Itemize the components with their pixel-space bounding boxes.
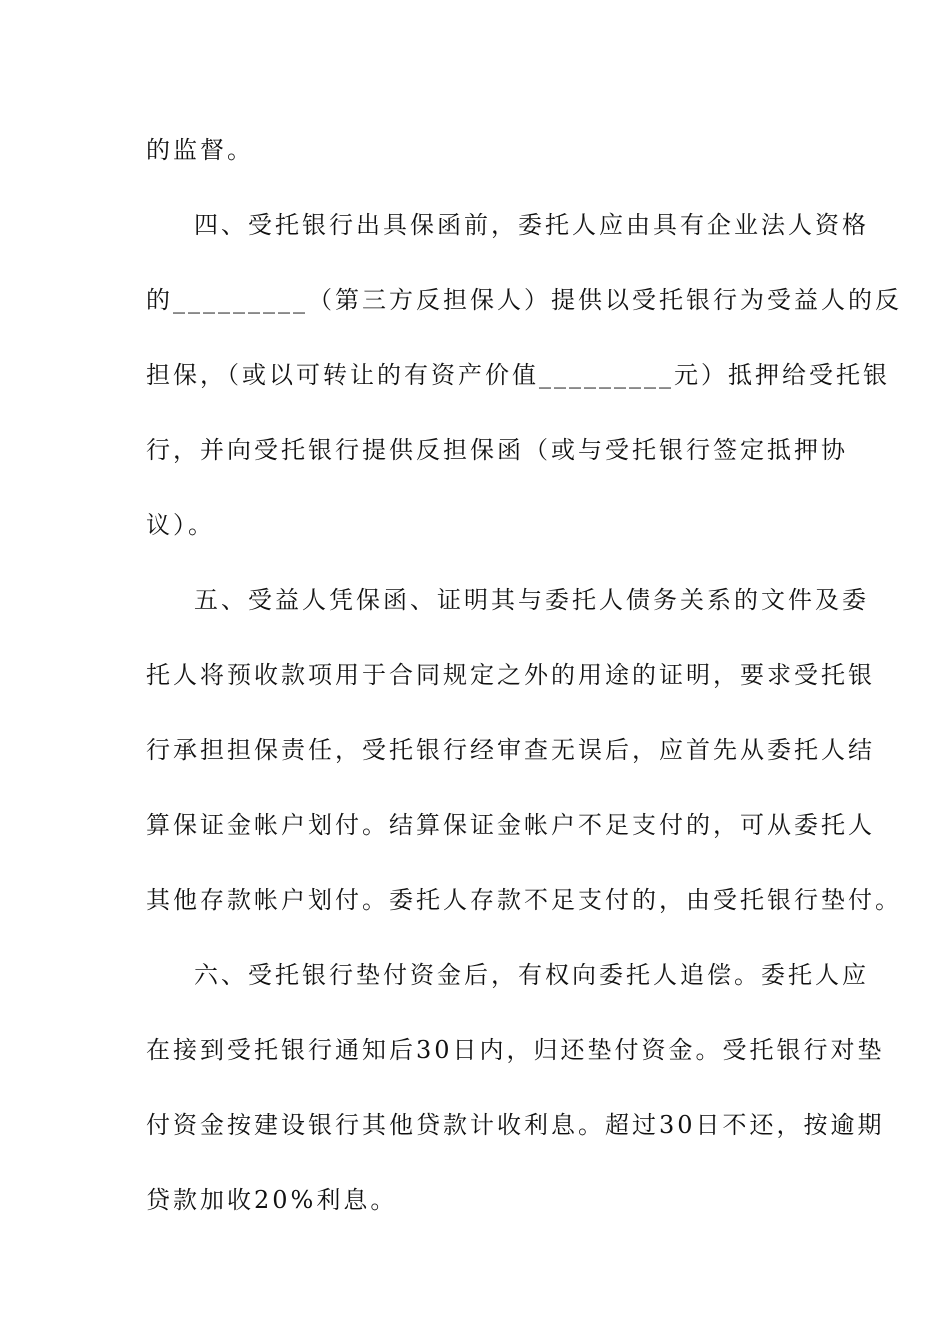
text-line: 付资金按建设银行其他贷款计收利息。超过30日不还，按逾期 bbox=[146, 1111, 885, 1139]
text-line: 担保，（或以可转让的有资产价值_________元）抵押给受托银 bbox=[146, 361, 890, 389]
text-line: 其他存款帐户划付。委托人存款不足支付的，由受托银行垫付。 bbox=[146, 886, 902, 914]
text-line: 在接到受托银行通知后30日内，归还垫付资金。受托银行对垫 bbox=[146, 1036, 885, 1064]
text-line: 的监督。 bbox=[146, 136, 254, 164]
text-line: 行承担担保责任，受托银行经审查无误后，应首先从委托人结 bbox=[146, 736, 875, 764]
text-line: 行，并向受托银行提供反担保函（或与受托银行签定抵押协 bbox=[146, 436, 848, 464]
text-line: 托人将预收款项用于合同规定之外的用途的证明，要求受托银 bbox=[146, 661, 875, 689]
text-line: 算保证金帐户划付。结算保证金帐户不足支付的，可从委托人 bbox=[146, 811, 875, 839]
paragraph-6-line: 六、受托银行垫付资金后，有权向委托人追偿。委托人应 bbox=[194, 961, 869, 989]
text-line: 的_________（第三方反担保人）提供以受托银行为受益人的反 bbox=[146, 286, 902, 314]
paragraph-5-line: 五、受益人凭保函、证明其与委托人债务关系的文件及委 bbox=[194, 586, 869, 614]
paragraph-4-line: 四、受托银行出具保函前，委托人应由具有企业法人资格 bbox=[194, 211, 869, 239]
text-line: 议）。 bbox=[146, 511, 215, 539]
text-line: 贷款加收20%利息。 bbox=[146, 1186, 398, 1214]
